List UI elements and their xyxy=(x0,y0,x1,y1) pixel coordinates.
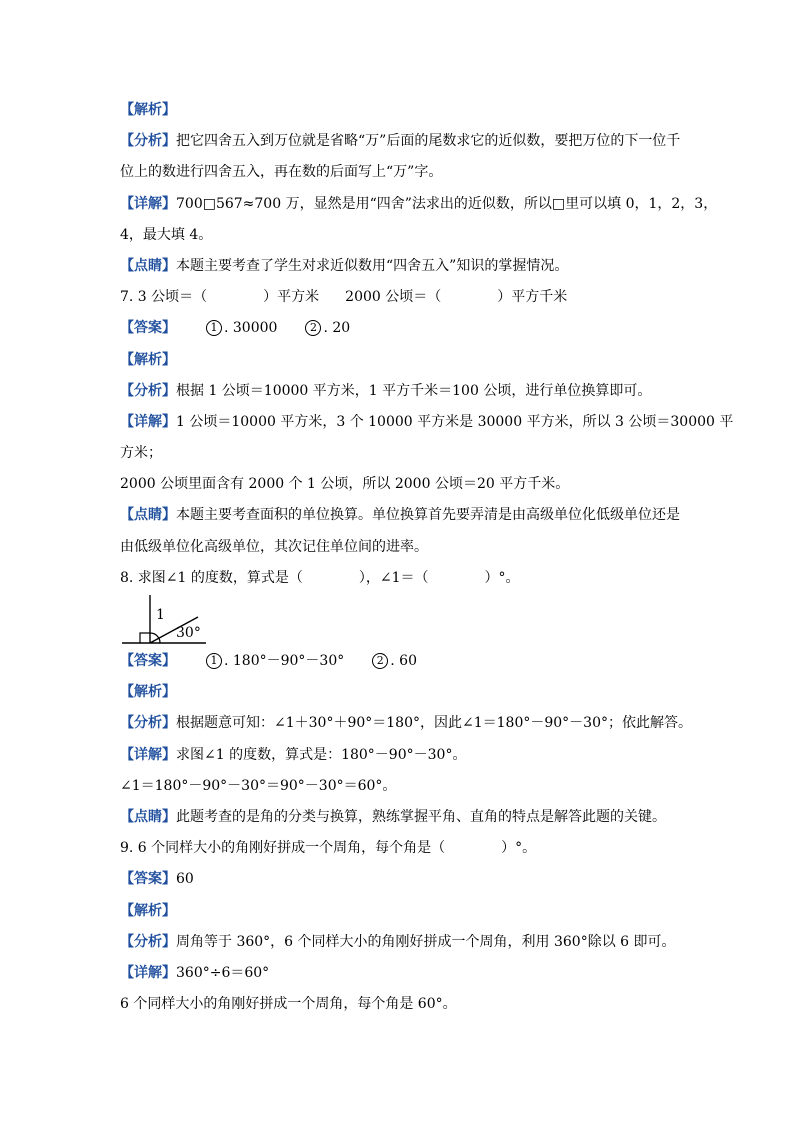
analysis-line xyxy=(120,131,680,151)
detail-line xyxy=(120,194,718,214)
question-9 xyxy=(120,838,680,858)
answer-7 xyxy=(120,318,680,338)
line-text: 位上的数进行四舍五入，再在数的后面写上“万”字。 xyxy=(120,164,443,181)
line-text: 根据题意可知：∠1＋30°＋90°＝180°，因此∠1＝180°－90°－30°；依此解答。 xyxy=(176,715,692,732)
analysis-heading xyxy=(120,901,680,921)
analysis-heading xyxy=(120,682,680,702)
answer-value: . 180°－90°－30° xyxy=(224,653,345,669)
answer-value: . 60 xyxy=(390,653,417,669)
detail-line-cont xyxy=(120,474,680,494)
detail-line-cont xyxy=(120,443,680,463)
tag-label: 【分析】 xyxy=(120,133,176,150)
line-text: 本题主要考查面积的单位换算。单位换算首先要弄清是由高级单位化低级单位还是 xyxy=(176,507,680,524)
line-text: 6 个同样大小的角刚好拼成一个周角，每个角是 60°。 xyxy=(120,996,457,1013)
tag-label: 【分析】 xyxy=(120,382,176,399)
line-text: 4，最大填 4。 xyxy=(120,226,213,243)
tag-label: 【点睛】 xyxy=(120,507,176,524)
angle-30-arc xyxy=(159,638,160,643)
right-angle-mark xyxy=(140,633,150,643)
tag-label: 【解析】 xyxy=(120,902,176,919)
tag-label: 【详解】 xyxy=(120,746,176,763)
detail-line xyxy=(120,963,680,983)
tag-label: 【解析】 xyxy=(120,351,176,368)
tag-label: 【分析】 xyxy=(120,933,176,950)
line-text: 由低级单位化高级单位，其次记住单位间的进率。 xyxy=(120,538,428,555)
detail-line xyxy=(120,745,680,765)
line-text: 把它四舍五入到万位就是省略“万”后面的尾数求它的近似数，要把万位的下一位千 xyxy=(176,133,681,150)
tag-label: 【详解】 xyxy=(120,195,176,212)
analysis-line xyxy=(120,713,692,733)
tag-label: 【答案】 xyxy=(120,320,176,337)
line-text: 本题主要考查了学生对求近似数用“四舍五入”知识的掌握情况。 xyxy=(176,257,569,274)
circled-number: 2 xyxy=(305,320,321,336)
detail-line-cont xyxy=(120,994,680,1014)
question-text: ）平方千米 xyxy=(497,289,568,306)
line-text: 周角等于 360°，6 个同样大小的角刚好拼成一个周角，利用 360°除以 6 即可。 xyxy=(176,933,676,950)
line-text: 360°÷6＝60° xyxy=(176,964,270,981)
comment-line xyxy=(120,256,680,276)
line-text: 根据 1 公顷＝10000 平方米，1 平方千米＝100 公顷，进行单位换算即可。 xyxy=(176,382,652,399)
analysis-line xyxy=(120,932,680,952)
tag-label: 【点睛】 xyxy=(120,257,176,274)
question-text: ），∠1＝（ xyxy=(358,569,429,586)
tag-label: 【详解】 xyxy=(120,413,176,430)
angle-1-label: 1 xyxy=(156,607,165,623)
question-text: ）平方米 xyxy=(263,289,320,306)
answer-value: 60 xyxy=(176,871,194,888)
question-7 xyxy=(120,287,680,307)
analysis-line xyxy=(120,381,680,401)
angle-30-label: 30° xyxy=(176,625,201,641)
detail-line xyxy=(120,412,734,432)
line-text: 2000 公顷里面含有 2000 个 1 公顷，所以 2000 公顷＝20 平方千米。 xyxy=(120,476,570,493)
tag-label: 【详解】 xyxy=(120,964,176,981)
question-text: 8. 求图∠1 的度数，算式是（ xyxy=(120,569,303,586)
tag-label: 【解析】 xyxy=(120,102,176,118)
answer-value: . 30000 xyxy=(224,320,278,337)
document-page xyxy=(120,100,734,1025)
line-text: 1 公顷＝10000 平方米，3 个 10000 平方米是 30000 平方米，所以 3 公顷＝30000 平 xyxy=(176,413,734,430)
question-text: 2000 公顷＝（ xyxy=(345,289,442,306)
tag-label: 【答案】 xyxy=(120,871,176,888)
question-text: ）°。 xyxy=(484,569,520,586)
answer-9 xyxy=(120,869,680,889)
analysis-heading xyxy=(120,100,680,120)
comment-line xyxy=(120,807,680,827)
tag-label: 【解析】 xyxy=(120,684,176,701)
question-text: ）°。 xyxy=(501,840,537,857)
line-text: 700□567≈700 万，显然是用“四舍”法求出的近似数，所以□里可以填 0，1，2，3， xyxy=(176,195,718,212)
circled-number: 1 xyxy=(206,653,222,669)
answer-8 xyxy=(120,651,680,671)
tag-label: 【点睛】 xyxy=(120,808,176,825)
detail-line-cont xyxy=(120,225,680,245)
line-text: ∠1＝180°－90°－30°＝90°－30°＝60°。 xyxy=(120,777,397,794)
analysis-heading xyxy=(120,350,680,370)
angle-1-arc xyxy=(150,633,159,638)
angle-figure xyxy=(120,593,210,649)
line-text: 求图∠1 的度数，算式是：180°－90°－30°。 xyxy=(176,746,467,763)
question-text: 9. 6 个同样大小的角刚好拼成一个周角，每个角是（ xyxy=(120,840,446,857)
line-text: 此题考查的是角的分类与换算，熟练掌握平角、直角的特点是解答此题的关键。 xyxy=(176,808,666,825)
tag-label: 【分析】 xyxy=(120,715,176,732)
tag-label: 【答案】 xyxy=(120,653,176,669)
line-text: 方米； xyxy=(120,445,162,462)
question-text: 7. 3 公顷＝（ xyxy=(120,289,208,306)
comment-line-cont xyxy=(120,537,680,557)
detail-line-cont xyxy=(120,776,680,796)
comment-line xyxy=(120,505,680,525)
analysis-line-cont xyxy=(120,162,680,182)
answer-value: . 20 xyxy=(323,320,351,337)
circled-number: 2 xyxy=(372,653,388,669)
question-8 xyxy=(120,568,680,588)
circled-number: 1 xyxy=(206,320,222,336)
